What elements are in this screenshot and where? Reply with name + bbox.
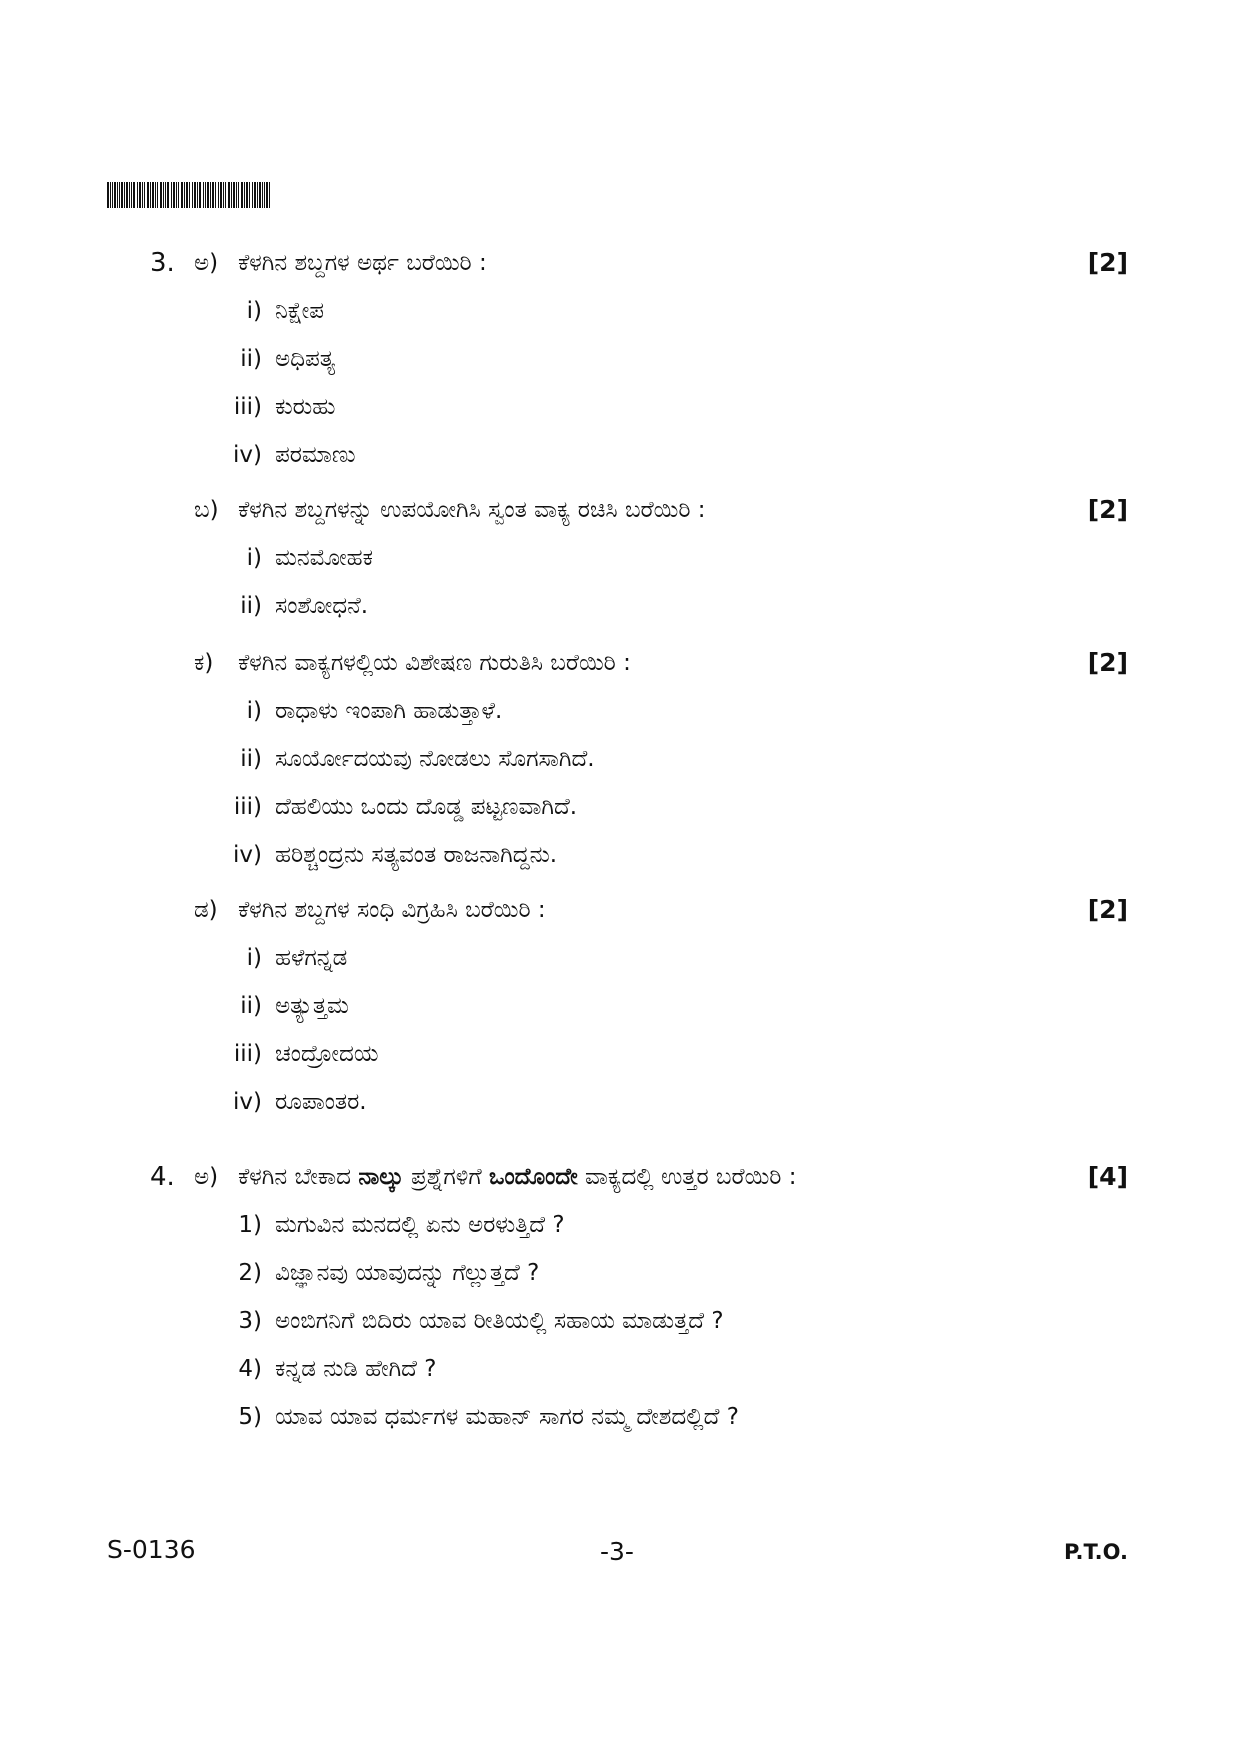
marks: [2]: [1087, 895, 1128, 924]
item-number: 5): [238, 1404, 262, 1430]
item-text: ಅಂಬಿಗನಿಗೆ ಬಿದಿರು ಯಾವ ರೀತಿಯಲ್ಲಿ ಸಹಾಯ ಮಾಡುತ್ತದೆ ?: [275, 1308, 724, 1334]
item-number: 3): [238, 1308, 262, 1334]
page-number: -3-: [600, 1537, 634, 1566]
item-text: ರೂಪಾಂತರ.: [275, 1089, 367, 1115]
item-number: iii): [233, 794, 262, 820]
item-number: 2): [238, 1260, 262, 1286]
part-label: ಅ): [194, 1164, 219, 1190]
item-text: ಯಾವ ಯಾವ ಧರ್ಮಗಳ ಮಹಾನ್ ಸಾಗರ ನಮ್ಮ ದೇಶದಲ್ಲಿದೆ ?: [275, 1404, 739, 1430]
part-instruction: ಕೆಳಗಿನ ಶಬ್ದಗಳನ್ನು ಉಪಯೋಗಿಸಿ ಸ್ವಂತ ವಾಕ್ಯ ರಚಿಸಿ ಬರೆಯಿರಿ :: [238, 497, 706, 523]
item-text: ಅತ್ಯುತ್ತಮ: [275, 993, 349, 1019]
part-label: ಬ): [194, 497, 219, 523]
item-number: ii): [240, 593, 262, 619]
emphasis-four: ನಾಲ್ಕು: [358, 1164, 404, 1190]
item-text: ಪರಮಾಣು: [275, 442, 356, 468]
item-number: i): [246, 545, 262, 571]
marks: [4]: [1087, 1162, 1128, 1191]
item-text: ದೆಹಲಿಯು ಒಂದು ದೊಡ್ಡ ಪಟ್ಟಣವಾಗಿದೆ.: [275, 794, 578, 820]
part-label: ಕ): [194, 650, 214, 676]
item-number: 1): [238, 1212, 262, 1238]
item-number: iv): [233, 842, 262, 868]
item-text: ಕನ್ನಡ ನುಡಿ ಹೇಗಿದೆ ?: [275, 1356, 437, 1382]
item-number: i): [246, 698, 262, 724]
item-text: ಸೂರ್ಯೋದಯವು ನೋಡಲು ಸೊಗಸಾಗಿದೆ.: [275, 746, 595, 772]
item-number: ii): [240, 746, 262, 772]
item-text: ಮಗುವಿನ ಮನದಲ್ಲಿ ಏನು ಅರಳುತ್ತಿದೆ ?: [275, 1212, 565, 1238]
item-number: i): [246, 298, 262, 324]
item-text: ಹಳೆಗನ್ನಡ: [275, 945, 348, 971]
item-text: ಅಧಿಪತ್ಯ: [275, 346, 336, 372]
item-text: ಚಂದ್ರೋದಯ: [275, 1041, 379, 1067]
item-number: iv): [233, 1089, 262, 1115]
item-text: ರಾಧಾಳು ಇಂಪಾಗಿ ಹಾಡುತ್ತಾಳೆ.: [275, 698, 503, 724]
part-label: ಅ): [194, 250, 219, 276]
item-number: iii): [233, 1041, 262, 1067]
item-text: ನಿಕ್ಷೇಪ: [275, 298, 324, 324]
part-label: ಡ): [194, 897, 218, 923]
question-number: 4.: [150, 1162, 175, 1192]
emphasis-one-each: ಒಂದೊಂದೇ: [489, 1164, 578, 1190]
item-text: ವಿಜ್ಞಾನವು ಯಾವುದನ್ನು ಗೆಲ್ಲುತ್ತದೆ ?: [275, 1260, 540, 1286]
item-number: i): [246, 945, 262, 971]
marks: [2]: [1087, 248, 1128, 277]
pto-label: P.T.O.: [1064, 1540, 1128, 1564]
item-number: 4): [238, 1356, 262, 1382]
part-instruction: ಕೆಳಗಿನ ಬೇಕಾದ ನಾಲ್ಕು ಪ್ರಶ್ನೆಗಳಿಗೆ ಒಂದೊಂದೇ ವಾಕ್ಯದಲ್ಲಿ ಉತ್ತರ ಬರೆಯಿರಿ :: [238, 1164, 797, 1190]
item-text: ಮನಮೋಹಕ: [275, 545, 373, 571]
item-text: ಸಂಶೋಧನೆ.: [275, 593, 369, 619]
item-number: iii): [233, 394, 262, 420]
marks: [2]: [1087, 648, 1128, 677]
exam-code: S-0136: [107, 1535, 196, 1564]
barcode: [107, 182, 270, 208]
item-number: ii): [240, 993, 262, 1019]
item-text: ಹರಿಶ್ಚಂದ್ರನು ಸತ್ಯವಂತ ರಾಜನಾಗಿದ್ದನು.: [275, 842, 558, 868]
part-instruction: ಕೆಳಗಿನ ಶಬ್ದಗಳ ಅರ್ಥ ಬರೆಯಿರಿ :: [238, 250, 487, 276]
part-instruction: ಕೆಳಗಿನ ಶಬ್ದಗಳ ಸಂಧಿ ವಿಗ್ರಹಿಸಿ ಬರೆಯಿರಿ :: [238, 897, 546, 923]
item-number: ii): [240, 346, 262, 372]
part-instruction: ಕೆಳಗಿನ ವಾಕ್ಯಗಳಲ್ಲಿಯ ವಿಶೇಷಣ ಗುರುತಿಸಿ ಬರೆಯಿರಿ :: [238, 650, 631, 676]
question-number: 3.: [150, 248, 175, 278]
item-text: ಕುರುಹು: [275, 394, 336, 420]
marks: [2]: [1087, 495, 1128, 524]
item-number: iv): [233, 442, 262, 468]
